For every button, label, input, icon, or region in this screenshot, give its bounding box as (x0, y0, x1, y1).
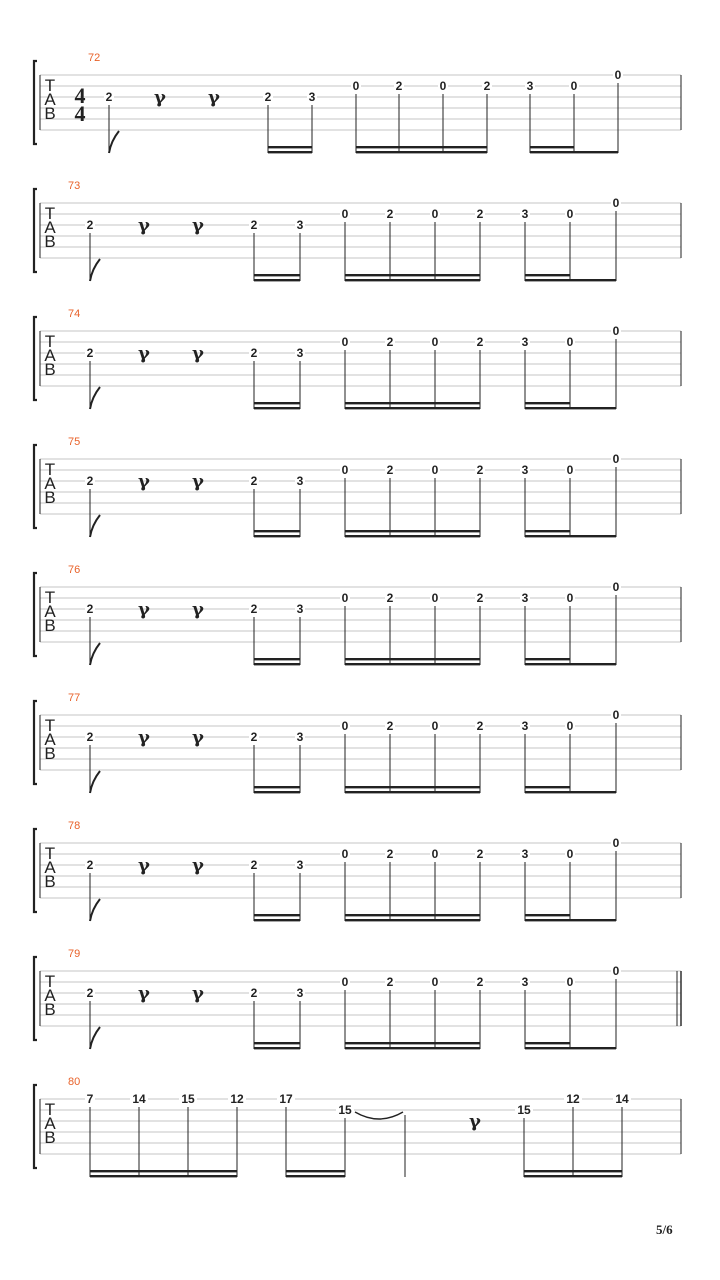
fret-number: 3 (296, 730, 304, 744)
beam-secondary-partial (525, 658, 570, 660)
fret-number: 2 (86, 602, 94, 616)
system-bracket (34, 317, 37, 400)
measure-number: 73 (68, 180, 81, 192)
fret-number: 3 (296, 986, 304, 1000)
beam-primary (254, 407, 300, 409)
fret-number: 0 (612, 708, 620, 722)
fret-number: 0 (431, 975, 439, 989)
eighth-rest: γ (138, 343, 150, 364)
fret-number: 0 (570, 79, 578, 93)
fret-number: 2 (386, 463, 394, 477)
beam-primary (356, 151, 487, 153)
fret-number: 2 (395, 79, 403, 93)
fret-number: 15 (338, 1103, 352, 1117)
fret-number: 0 (566, 847, 574, 861)
fret-number: 3 (526, 79, 534, 93)
fret-number: 0 (566, 207, 574, 221)
beam-primary (524, 1175, 622, 1177)
tab-clef-letter: A (44, 1114, 56, 1133)
fret-number: 2 (386, 207, 394, 221)
fret-number: 0 (341, 847, 349, 861)
system-bracket (34, 445, 37, 528)
beam-primary (345, 279, 480, 281)
fret-number: 2 (250, 474, 258, 488)
beam-primary (525, 663, 616, 665)
measure-number: 77 (68, 692, 81, 704)
eighth-rest: γ (138, 215, 150, 236)
beam-primary (254, 535, 300, 537)
fret-number: 2 (86, 346, 94, 360)
fret-number: 3 (521, 847, 529, 861)
eighth-rest: γ (192, 343, 204, 364)
fret-number: 2 (86, 986, 94, 1000)
fret-number: 2 (476, 975, 484, 989)
eighth-rest: γ (138, 983, 150, 1004)
fret-number: 0 (341, 335, 349, 349)
system-bracket (34, 1085, 37, 1168)
fret-number: 2 (386, 335, 394, 349)
fret-number: 2 (250, 986, 258, 1000)
beam-primary (254, 919, 300, 921)
system-bracket (34, 701, 37, 784)
beam-secondary (254, 786, 300, 788)
fret-number: 0 (341, 591, 349, 605)
tab-clef-letter: T (44, 844, 56, 863)
fret-number: 0 (431, 463, 439, 477)
beam-secondary (345, 274, 480, 276)
note-flag (90, 1027, 100, 1049)
fret-number: 2 (86, 474, 94, 488)
fret-number: 0 (341, 719, 349, 733)
fret-number: 15 (181, 1092, 195, 1106)
tab-clef-letter: T (44, 716, 56, 735)
fret-number: 0 (341, 463, 349, 477)
note-flag (109, 131, 119, 153)
tab-clef-letter: B (44, 872, 56, 891)
fret-number: 0 (566, 975, 574, 989)
tab-clef-letter: A (44, 90, 56, 109)
time-signature-top: 4 (74, 83, 86, 108)
measure-number: 80 (68, 1076, 81, 1088)
fret-number: 0 (431, 847, 439, 861)
beam-primary (345, 1047, 480, 1049)
fret-number: 0 (614, 68, 622, 82)
beam-secondary-partial (525, 530, 570, 532)
fret-number: 2 (105, 90, 113, 104)
note-flag (90, 643, 100, 665)
fret-number: 12 (566, 1092, 580, 1106)
fret-number: 3 (521, 591, 529, 605)
fret-number: 15 (517, 1103, 531, 1117)
eighth-rest: γ (192, 983, 204, 1004)
tab-clef-letter: T (44, 332, 56, 351)
fret-number: 0 (341, 207, 349, 221)
beam-secondary (345, 1042, 480, 1044)
fret-number: 3 (296, 602, 304, 616)
note-flag (90, 259, 100, 281)
note-flag (90, 515, 100, 537)
eighth-rest: γ (192, 599, 204, 620)
fret-number: 14 (615, 1092, 629, 1106)
beam-primary (525, 1047, 616, 1049)
fret-number: 7 (86, 1092, 94, 1106)
beam-secondary-partial (286, 1170, 345, 1172)
fret-number: 3 (296, 858, 304, 872)
fret-number: 3 (308, 90, 316, 104)
fret-number: 2 (386, 975, 394, 989)
fret-number: 2 (86, 730, 94, 744)
beam-secondary (345, 658, 480, 660)
tab-clef-letter: B (44, 488, 56, 507)
measure-number: 75 (68, 436, 81, 448)
measure-number: 79 (68, 948, 81, 960)
beam-primary (525, 279, 616, 281)
note-flag (90, 387, 100, 409)
fret-number: 3 (296, 346, 304, 360)
beam-secondary (90, 1170, 237, 1172)
beam-primary (345, 535, 480, 537)
beam-primary (345, 407, 480, 409)
eighth-rest: γ (192, 471, 204, 492)
beam-secondary (254, 658, 300, 660)
system-bracket (34, 189, 37, 272)
fret-number: 2 (476, 335, 484, 349)
tab-clef-letter: A (44, 730, 56, 749)
fret-number: 0 (431, 335, 439, 349)
fret-number: 0 (566, 719, 574, 733)
fret-number: 2 (250, 730, 258, 744)
beam-primary (525, 535, 616, 537)
measure-number: 72 (88, 52, 101, 64)
beam-secondary (345, 402, 480, 404)
beam-secondary (268, 146, 312, 148)
fret-number: 0 (431, 591, 439, 605)
fret-number: 2 (250, 602, 258, 616)
fret-number: 0 (352, 79, 360, 93)
tab-clef-letter: B (44, 616, 56, 635)
beam-secondary-partial (525, 786, 570, 788)
beam-secondary (345, 914, 480, 916)
beam-primary (268, 151, 312, 153)
beam-primary (90, 1175, 237, 1177)
system-bracket (34, 829, 37, 912)
tab-clef-letter: B (44, 232, 56, 251)
tab-clef-letter: T (44, 972, 56, 991)
beam-primary (525, 791, 616, 793)
beam-secondary (254, 1042, 300, 1044)
beam-secondary-partial (525, 914, 570, 916)
beam-primary (254, 1047, 300, 1049)
beam-primary (254, 663, 300, 665)
fret-number: 2 (386, 847, 394, 861)
fret-number: 3 (296, 474, 304, 488)
fret-number: 0 (341, 975, 349, 989)
eighth-rest: γ (138, 727, 150, 748)
beam-primary (345, 791, 480, 793)
measure-number: 74 (68, 308, 81, 320)
fret-number: 3 (521, 463, 529, 477)
fret-number: 12 (230, 1092, 244, 1106)
fret-number: 0 (612, 196, 620, 210)
beam-primary (254, 279, 300, 281)
tab-clef-letter: A (44, 986, 56, 1005)
beam-primary (254, 791, 300, 793)
tab-clef-letter: T (44, 460, 56, 479)
fret-number: 0 (431, 207, 439, 221)
tab-clef-letter: A (44, 218, 56, 237)
fret-number: 2 (476, 463, 484, 477)
fret-number: 3 (521, 335, 529, 349)
tab-clef-letter: B (44, 1128, 56, 1147)
eighth-rest: γ (154, 87, 166, 108)
page-number: 5/6 (656, 1222, 673, 1237)
beam-primary (286, 1175, 345, 1177)
tab-clef-letter: B (44, 744, 56, 763)
fret-number: 0 (612, 452, 620, 466)
beam-secondary (254, 914, 300, 916)
beam-secondary-partial (530, 146, 574, 148)
eighth-rest: γ (192, 215, 204, 236)
measure-number: 78 (68, 820, 81, 832)
beam-secondary (254, 530, 300, 532)
fret-number: 0 (566, 463, 574, 477)
fret-number: 2 (250, 218, 258, 232)
beam-primary (530, 151, 618, 153)
eighth-rest: γ (138, 855, 150, 876)
fret-number: 14 (132, 1092, 146, 1106)
tab-clef-letter: T (44, 1100, 56, 1119)
eighth-rest: γ (469, 1111, 481, 1132)
tab-clef-letter: T (44, 204, 56, 223)
fret-number: 0 (566, 335, 574, 349)
fret-number: 3 (296, 218, 304, 232)
fret-number: 2 (483, 79, 491, 93)
fret-number: 2 (264, 90, 272, 104)
eighth-rest: γ (138, 599, 150, 620)
beam-primary (525, 407, 616, 409)
fret-number: 3 (521, 719, 529, 733)
note-flag (90, 899, 100, 921)
fret-number: 2 (250, 346, 258, 360)
fret-number: 2 (386, 719, 394, 733)
fret-number: 2 (386, 591, 394, 605)
beam-secondary-partial (525, 1042, 570, 1044)
fret-number: 0 (612, 964, 620, 978)
fret-number: 0 (439, 79, 447, 93)
fret-number: 2 (476, 207, 484, 221)
fret-number: 17 (279, 1092, 293, 1106)
tab-clef-letter: A (44, 602, 56, 621)
tab-clef-letter: B (44, 360, 56, 379)
fret-number: 0 (612, 580, 620, 594)
tab-clef-letter: A (44, 474, 56, 493)
tab-clef-letter: T (44, 76, 56, 95)
measure-number: 76 (68, 564, 81, 576)
beam-secondary-partial (525, 274, 570, 276)
fret-number: 2 (476, 847, 484, 861)
beam-secondary (524, 1170, 622, 1172)
fret-number: 0 (431, 719, 439, 733)
system-bracket (34, 61, 37, 144)
fret-number: 3 (521, 207, 529, 221)
fret-number: 2 (476, 719, 484, 733)
fret-number: 2 (250, 858, 258, 872)
fret-number: 0 (612, 836, 620, 850)
beam-secondary (345, 530, 480, 532)
eighth-rest: γ (192, 727, 204, 748)
beam-secondary (345, 786, 480, 788)
fret-number: 3 (521, 975, 529, 989)
fret-number: 0 (612, 324, 620, 338)
eighth-rest: γ (208, 87, 220, 108)
tie-arc (355, 1112, 403, 1119)
tab-clef-letter: A (44, 346, 56, 365)
note-flag (90, 771, 100, 793)
beam-primary (345, 919, 480, 921)
beam-secondary (356, 146, 487, 148)
time-signature-bottom: 4 (74, 101, 86, 126)
eighth-rest: γ (138, 471, 150, 492)
tab-clef-letter: A (44, 858, 56, 877)
fret-number: 2 (86, 858, 94, 872)
tab-clef-letter: T (44, 588, 56, 607)
tab-clef-letter: B (44, 104, 56, 123)
system-bracket (34, 957, 37, 1040)
beam-secondary (254, 402, 300, 404)
tab-clef-letter: B (44, 1000, 56, 1019)
beam-primary (345, 663, 480, 665)
system-bracket (34, 573, 37, 656)
eighth-rest: γ (192, 855, 204, 876)
fret-number: 2 (86, 218, 94, 232)
beam-secondary-partial (525, 402, 570, 404)
beam-secondary (254, 274, 300, 276)
fret-number: 0 (566, 591, 574, 605)
fret-number: 2 (476, 591, 484, 605)
beam-primary (525, 919, 616, 921)
